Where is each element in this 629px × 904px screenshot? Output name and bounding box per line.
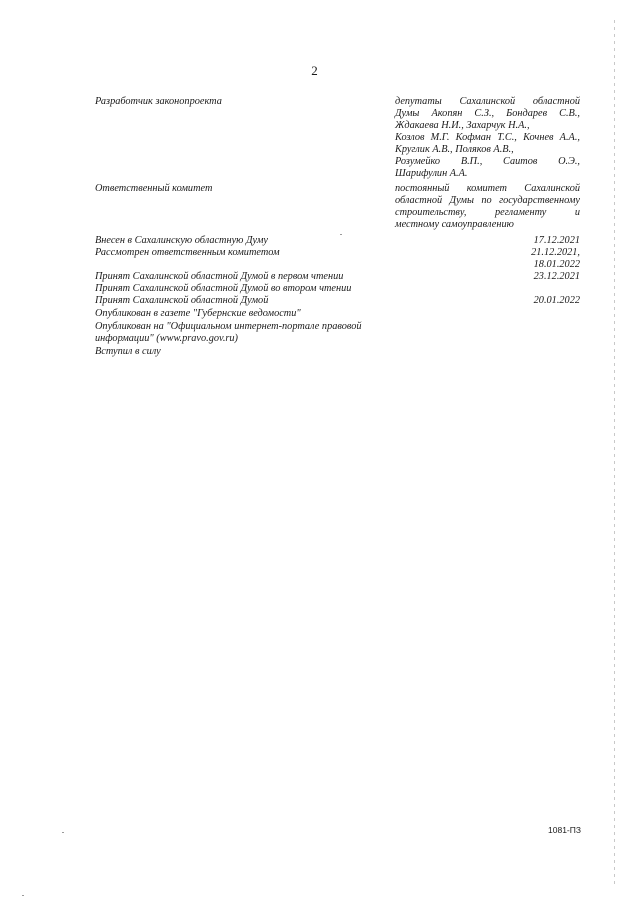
adopted-label: Принят Сахалинской областной Думой	[95, 295, 269, 306]
committee-value	[395, 183, 580, 231]
introduced-label: Внесен в Сахалинскую областную Думу	[95, 235, 268, 246]
page-edge-shadow	[614, 20, 615, 884]
developer-label: Разработчик законопроекта	[95, 96, 222, 107]
scan-speck	[340, 234, 342, 235]
developer-line: Ждакаева Н.И., Захарчук Н.А.,	[395, 120, 530, 131]
committee-label: Ответственный комитет	[95, 183, 213, 194]
reviewed-label: Рассмотрен ответственным комитетом	[95, 247, 280, 258]
developer-line: Круглик А.В., Поляков А.В.,	[395, 144, 514, 155]
first-reading-date: 23.12.2021	[533, 271, 580, 282]
reviewed-date-2: 18.01.2022	[533, 259, 580, 270]
published-gazette-label: Опубликован в газете "Губернские ведомости"	[95, 308, 301, 319]
committee-line: местному самоуправлению	[395, 219, 514, 230]
first-reading-label: Принят Сахалинской областной Думой в первом чтении	[95, 271, 344, 282]
committee-line: строительству, регламенту и	[395, 207, 580, 218]
introduced-date: 17.12.2021	[533, 235, 580, 246]
committee-line: постоянный комитет Сахалинской	[395, 183, 580, 194]
committee-line: областной Думы по государственному	[395, 195, 580, 206]
published-portal-label	[95, 321, 395, 345]
adopted-date: 20.01.2022	[533, 295, 580, 306]
scan-speck	[62, 832, 64, 833]
developer-value	[395, 96, 580, 180]
developer-line: Козлов М.Г. Кофман Т.С., Кочнев А.А.,	[395, 132, 580, 143]
reviewed-date-1: 21.12.2021,	[531, 247, 580, 258]
published-portal-line: информации" (www.pravo.gov.ru)	[95, 333, 238, 344]
developer-line: Шарифулин А.А.	[395, 168, 468, 179]
developer-line: Розумейко В.П., Саитов О.Э.,	[395, 156, 580, 167]
second-reading-label: Принят Сахалинской областной Думой во втором чтении	[95, 283, 352, 294]
published-portal-line: Опубликован на "Официальном интернет-портале правовой	[95, 321, 362, 332]
developer-line: Думы Акопян С.З., Бондарев С.В.,	[395, 108, 580, 119]
developer-line: депутаты Сахалинской областной	[395, 96, 580, 107]
scan-speck	[22, 895, 24, 896]
document-code: 1081-ПЗ	[548, 825, 581, 835]
page-number: 2	[311, 63, 318, 78]
in-force-label: Вступил в силу	[95, 346, 161, 357]
